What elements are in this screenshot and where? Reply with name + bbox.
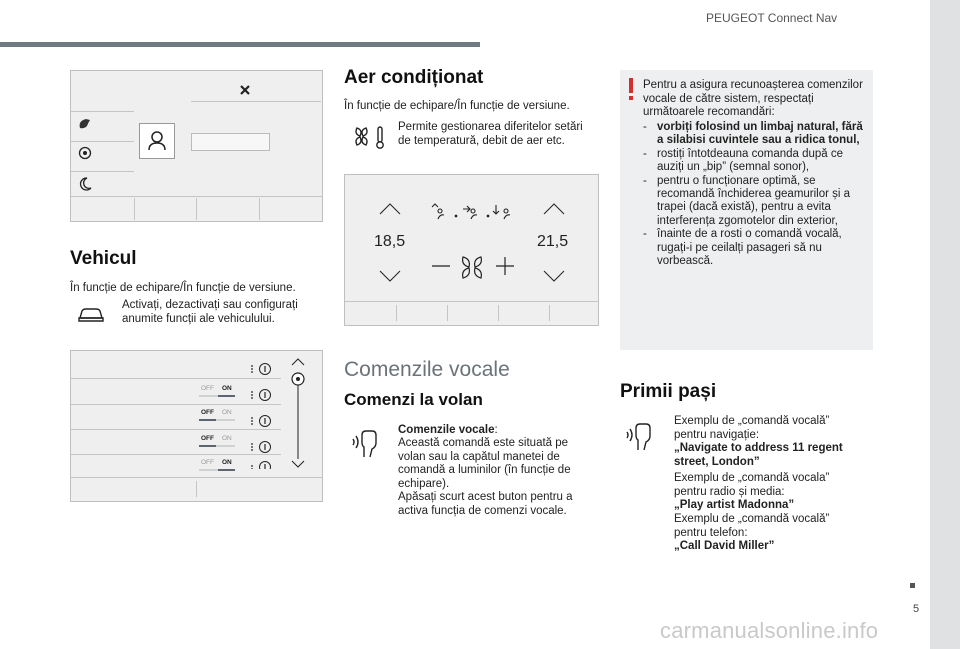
car-icon	[76, 304, 106, 324]
note-item: - înainte de a rosti o comandă vocală, rugați-i pe ceilalți pasageri să nu vorbească.	[643, 228, 842, 268]
temp-left-down-arrow[interactable]	[379, 270, 401, 282]
vehicle-desc: Activați, dezactivați sau configurați anumite funcții ale vehiculului.	[122, 299, 298, 325]
scroll-bar[interactable]	[288, 357, 308, 469]
close-icon	[239, 84, 251, 96]
vehicle-functions-screen-illustration	[70, 350, 323, 502]
page-header-title: PEUGEOT Connect Nav	[706, 11, 838, 25]
climate-screen-illustration	[344, 174, 599, 326]
settings-screen-illustration	[70, 70, 323, 222]
example-nav-command: „Navigate to address 11 regent street, London”	[674, 442, 843, 468]
note-item: - rostiți întotdeauna comanda după ce auziți un „bip” (semnal sonor),	[643, 147, 844, 174]
theme-icon	[77, 115, 93, 131]
settings-gear-icon	[76, 144, 94, 162]
ac-heading: Aer condiționat	[344, 67, 484, 88]
toggle-switch-2[interactable]: OFF ON	[199, 409, 235, 421]
example-phone-command: „Call David Miller”	[674, 540, 775, 552]
voice-heading: Comenzi la volan	[344, 390, 483, 409]
ac-intro: În funcție de echipare/În funcție de versiune.	[344, 100, 570, 112]
note-list	[643, 121, 868, 268]
temp-left-up-arrow[interactable]	[379, 203, 401, 215]
example-phone-label: Exemplu de „comandă vocală” pentru telefon:	[674, 513, 830, 539]
voice-desc-2: Apăsați scurt acest buton pentru a activa funcția de comenzi vocale.	[398, 491, 573, 517]
voice-desc-1: Această comandă este situată pe volan sau la capătul manetei de comandă a luminilor (în funcție de echipare).	[398, 437, 571, 490]
temp-right-down-arrow[interactable]	[543, 270, 565, 282]
first-steps-heading: Primii pași	[620, 381, 717, 402]
warning-exclamation-icon	[626, 78, 636, 102]
toggle-switch-3[interactable]: OFF ON	[199, 435, 235, 447]
temp-right-value: 21,5	[537, 233, 569, 250]
vehicle-intro: În funcție de echipare/În funcție de versiune.	[70, 282, 296, 294]
voice-section-title: Comenzile vocale	[344, 358, 510, 381]
air-distribution-icons[interactable]	[430, 203, 520, 221]
temp-left-value: 18,5	[374, 233, 406, 250]
example-media-label: Exemplu de „comandă vocala” pentru radio și media:	[674, 472, 830, 498]
header-rule	[0, 42, 480, 47]
air-conditioning-icon	[352, 124, 388, 150]
note-item: - pentru o funcționare optimă, se recomandă închiderea geamurilor și a trapei (dacă există), pentru a evita interferența zgomotelor din exterior,	[643, 174, 851, 227]
note-intro: Pentru a asigura recunoașterea comenzilor vocale de către sistem, respectați următoarele recomandări:	[643, 79, 863, 118]
toggle-switch-1[interactable]: OFF ON	[199, 385, 235, 397]
page-marker	[910, 583, 915, 588]
voice-command-icon-2	[624, 418, 660, 454]
info-icons-column	[247, 359, 277, 469]
voice-label: Comenzile vocale:	[398, 424, 498, 436]
example-media-command: „Play artist Madonna”	[674, 499, 795, 511]
note-item: - vorbiți folosind un limbaj natural, fără a silabisi cuvintele sau a ridica tonul,	[643, 121, 863, 147]
user-profile-icon	[139, 123, 175, 159]
vehicle-heading: Vehicul	[70, 248, 137, 269]
temp-right-up-arrow[interactable]	[543, 203, 565, 215]
night-mode-moon-icon	[77, 176, 93, 192]
toggle-switch-4[interactable]: OFF ON	[199, 459, 235, 471]
page-side-strip	[930, 0, 960, 649]
page-number: 5	[913, 603, 920, 615]
ac-desc: Permite gestionarea diferitelor setări de temperatură, debit de aer etc.	[398, 121, 583, 147]
watermark: carmanualsonline.info	[660, 618, 879, 643]
fan-speed-control[interactable]	[430, 252, 520, 282]
voice-command-icon	[350, 425, 386, 461]
example-nav-label: Exemplu de „comandă vocală” pentru navigație:	[674, 415, 830, 441]
